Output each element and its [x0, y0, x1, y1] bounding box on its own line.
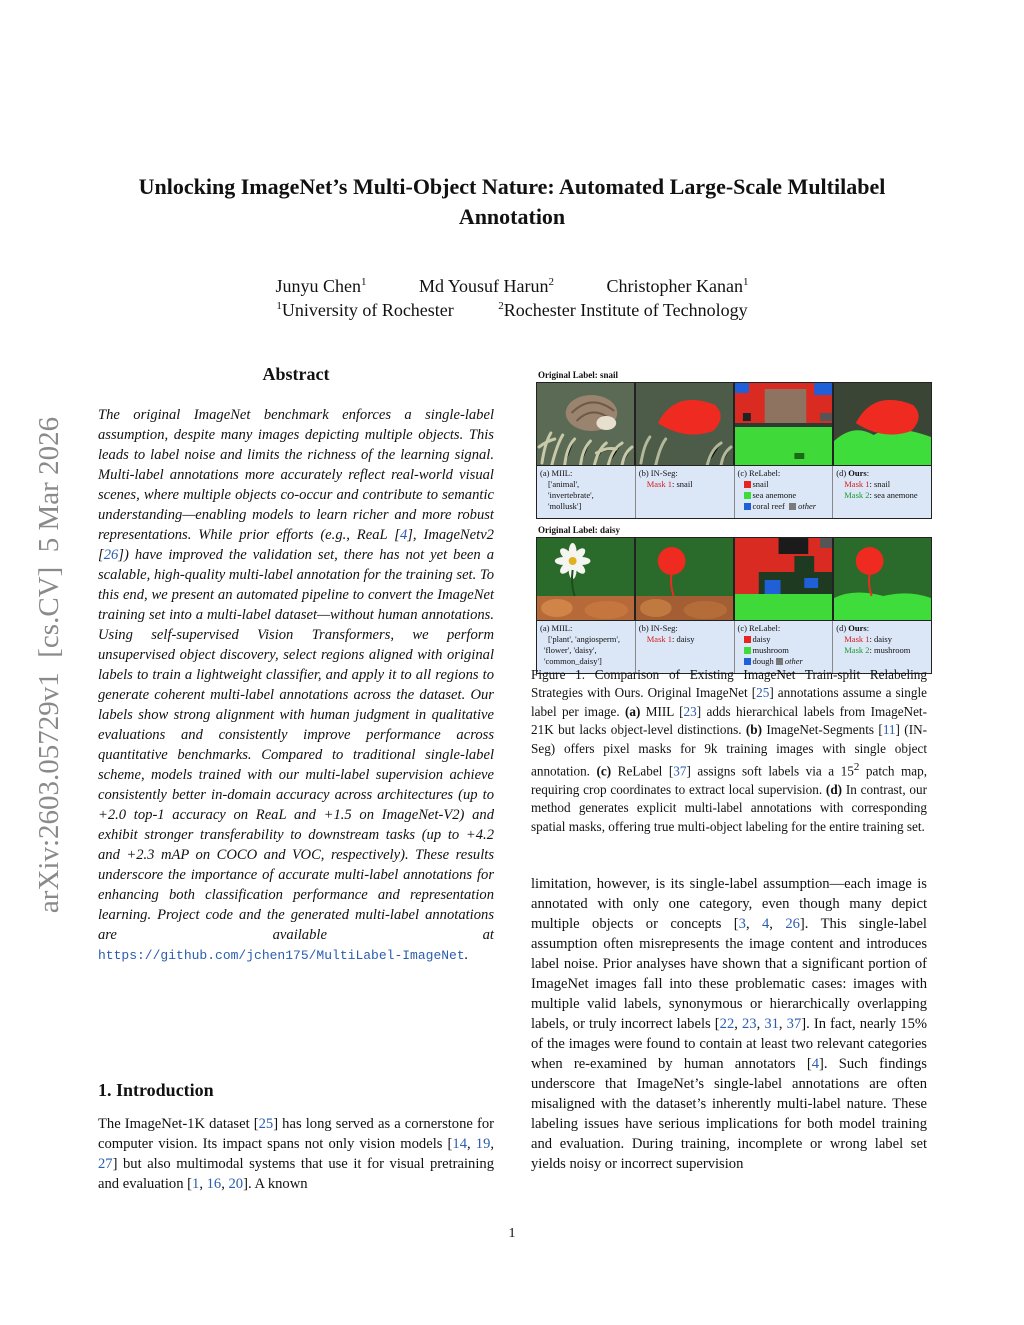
citation-link[interactable]: 26	[103, 547, 119, 563]
page-number: 1	[508, 1226, 516, 1241]
snail-inseg-mask-image	[636, 383, 733, 465]
snail-original-image	[537, 383, 634, 465]
figure-label-row-snail	[536, 466, 932, 519]
project-url-link[interactable]: https://github.com/jchen175/MultiLabel-ImageNet	[98, 948, 465, 963]
citation-link[interactable]: 4	[811, 1056, 819, 1072]
figure-row-label: Original Label: daisy	[538, 525, 621, 535]
citation-link[interactable]: 19	[475, 1136, 491, 1152]
section-heading-introduction: 1. Introduction	[98, 1080, 214, 1100]
citation-link[interactable]: 20	[228, 1176, 244, 1192]
figure-image-row-daisy	[536, 537, 932, 621]
gray-swatch-icon	[776, 658, 783, 665]
figure-1-caption: Figure 1. Comparison of Existing ImageNet Train-split Relabeling Strategies with Ours. Original ImageNet [25] annotations assume a single label per image. (a) MIIL [23] adds hierarchical labels from ImageNet-21K but lacks object-level distinctions. (b) ImageNet-Segments [11] (IN-Seg) offers pixel masks for 9k training images with single object annotation. (c) ReLabel [37] assigns soft labels via a $15^2$ patch map, requiring crop coordinates to extract local supervision. (d) In contrast, our method generates explicit multi-label annotations with corresponding spatial masks, offering true multi-object labeling for the entire training set.	[531, 667, 928, 834]
inseg-label-cell: (b) IN-Seg: Mask 1: daisy	[636, 621, 735, 673]
red-swatch-icon	[744, 481, 751, 488]
arxiv-side-stamp	[28, 375, 68, 955]
arxiv-id-text: arXiv:2603.05729v1 [cs.CV] 5 Mar 2026	[33, 416, 65, 914]
citation-link[interactable]: 25	[258, 1116, 274, 1132]
ours-label-cell: (d) Ours: Mask 1: snail Mask 2: sea anemone	[836, 468, 918, 500]
author: Md Yousuf Harun$^2$	[419, 276, 555, 296]
green-swatch-icon	[744, 492, 751, 499]
affiliation: $^2$Rochester Institute of Technology	[498, 300, 748, 320]
affiliation-list	[80, 294, 944, 322]
abstract-heading: Abstract	[262, 364, 330, 384]
ours-label-cell: (d) Ours: Mask 1: daisy Mask 2: mushroom	[836, 623, 911, 655]
figure-image-row-snail	[536, 382, 932, 466]
miil-label-cell: (a) MIIL: ['animal', 'invertebrate', 'mollusk']	[537, 466, 636, 518]
citation-link[interactable]: 4	[399, 527, 408, 543]
intro-paragraph-continued: limitation, however, is its single-label assumption—each image is annotated with only one category, even though many depict multiple objects or concepts [3, 4, 26]. This single-label assumption often misrepresents the image content and introduces label noise. Prior analyses have shown that a significant portion of ImageNet images fall into these problematic cases: images with multiple valid labels, synonymous or hierarchically overlapping labels, or truly incorrect labels [22, 23, 31, 37]. In fact, nearly 15% of the images were found to contain at least two relevant categories when re-examined by human annotators [4]. Such findings underscore that ImageNet’s single-label annotations are often misaligned with the dataset’s inherently multi-label nature. These labeling issues have serious implications for both model training and evaluation. During training, incomplete or wrong label set yields noisy or incorrect supervision	[531, 876, 928, 1172]
citation-link[interactable]: 23	[741, 1016, 757, 1032]
citation-link[interactable]: 16	[206, 1176, 222, 1192]
gray-swatch-icon	[789, 503, 796, 510]
citation-link[interactable]: 22	[719, 1016, 735, 1032]
figure-1	[536, 370, 932, 674]
citation-link[interactable]: 11	[882, 722, 896, 738]
red-swatch-icon	[744, 636, 751, 643]
paper-title	[80, 172, 944, 232]
title-line-2: Annotation	[458, 204, 566, 229]
daisy-relabel-patch-map-image	[735, 538, 832, 620]
blue-swatch-icon	[744, 503, 751, 510]
citation-link[interactable]: 3	[738, 916, 746, 932]
green-swatch-icon	[744, 647, 751, 654]
affiliation: $^1$University of Rochester	[276, 300, 454, 320]
citation-link[interactable]: 14	[452, 1136, 467, 1152]
inseg-label-cell: (b) IN-Seg: Mask 1: snail	[636, 466, 735, 518]
miil-label-cell: (a) MIIL: ['plant', 'angiosperm', 'flower', 'daisy', 'common_daisy']	[537, 621, 636, 673]
author: Christopher Kanan$^1$	[606, 276, 749, 296]
citation-link[interactable]: 37	[673, 763, 687, 779]
daisy-original-image	[537, 538, 634, 620]
snail-relabel-patch-map-image	[735, 383, 832, 465]
citation-link[interactable]: 26	[785, 916, 800, 932]
citation-link[interactable]: 37	[786, 1016, 802, 1032]
citation-link[interactable]: 1	[192, 1176, 200, 1192]
daisy-ours-mask-image	[834, 538, 931, 620]
relabel-label-cell: (c) ReLabel: snail sea anemone coral reef other	[735, 466, 834, 518]
author: Junyu Chen$^1$	[275, 276, 367, 296]
citation-link[interactable]: 25	[756, 685, 770, 701]
citation-link[interactable]: 27	[98, 1156, 113, 1172]
snail-ours-mask-image	[834, 383, 931, 465]
title-line-1: Unlocking ImageNet’s Multi-Object Nature: Automated Large-Scale Multilabel	[138, 174, 886, 199]
citation-link[interactable]: 31	[764, 1016, 779, 1032]
intro-paragraph: The ImageNet-1K dataset [25] has long served as a cornerstone for computer vision. Its impact spans not only vision models [14, 19, 27] but also multimodal systems that use it for visual pretraining and evaluation [1, 16, 20]. A known	[98, 1116, 495, 1192]
relabel-label-cell: (c) ReLabel: daisy mushroom dough other	[735, 621, 834, 673]
figure-row-label: Original Label: snail	[538, 370, 619, 380]
abstract-body: The original ImageNet benchmark enforces a single-label assumption, despite many images depicting multiple objects. This leads to label noise and limits the richness of the learning signal. Multi-label annotations more accurately reflect real-world visual scenes, where multiple objects co-occur and contribute to semantic understanding—enabling models to learn richer and more robust representations. While prior efforts (e.g., ReaL [4], ImageNetv2 [26]) have improved the validation set, there has not yet been a scalable, high-quality multi-label annotation for the training set. To this end, we present an automated pipeline to convert the ImageNet training set into a multi-label dataset—without human annotations. Using self-supervised Vision Transformers, we perform unsupervised object discovery, select regions aligned with original labels to train a lightweight classifier, and apply it to all regions to generate coherent multi-label annotations across the dataset. Our labels show strong alignment with human judgment in qualitative evaluations and consistently improve performance across quantitative benchmarks. Compared to traditional single-label scheme, models trained with our multi-label supervision achieve consistently better in-domain accuracy across architectures (up to +2.0 top-1 accuracy on ReaL and +1.5 on ImageNet-V2) and exhibit stronger transferability to downstream tasks (up to +4.2 and +2.3 mAP on COCO and VOC, respectively). These results underscore the importance of accurate multi-label annotations for enhancing both classification performance and representation learning. Project code and the generated multi-label annotations are available at https://github.com/jchen175/MultiLabel-ImageNet.	[98, 407, 494, 963]
citation-link[interactable]: 4	[761, 916, 770, 932]
blue-swatch-icon	[744, 658, 751, 665]
citation-link[interactable]: 23	[683, 703, 697, 719]
daisy-inseg-mask-image	[636, 538, 733, 620]
